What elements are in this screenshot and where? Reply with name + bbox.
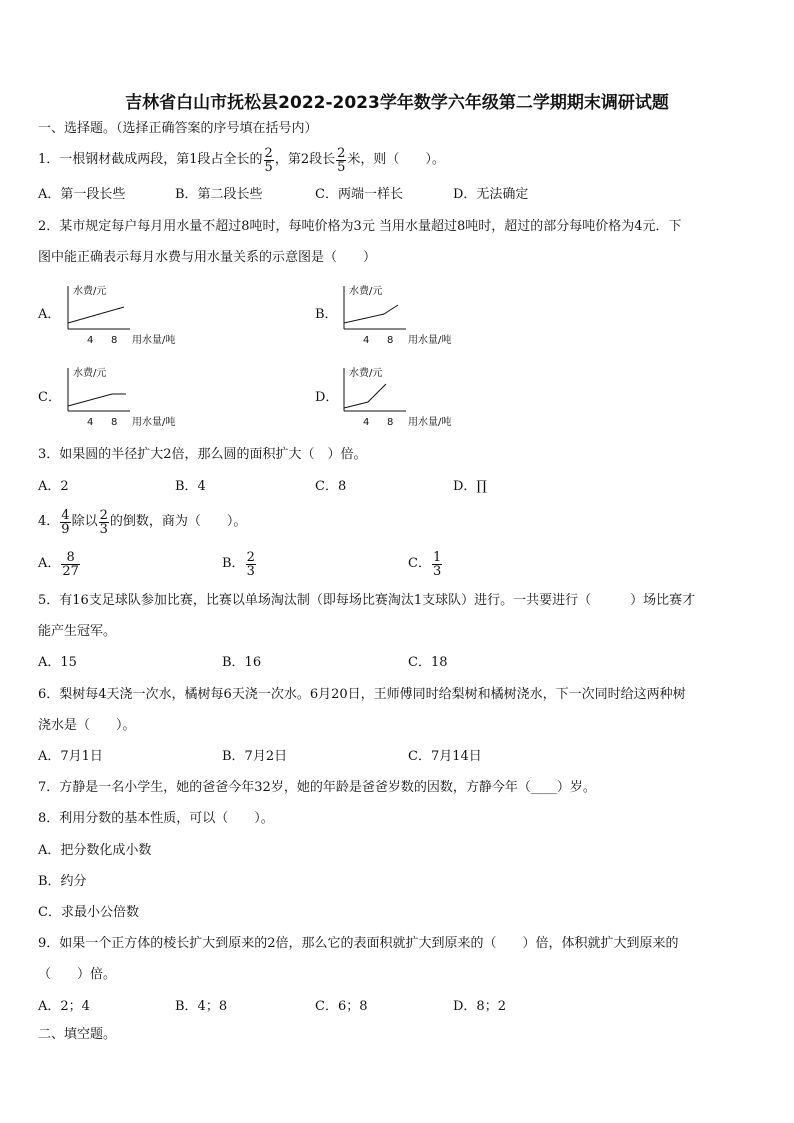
option-a[interactable]: A．15 xyxy=(38,655,77,670)
question-5-line2: 能产生冠军。 xyxy=(38,624,117,639)
option-c[interactable]: C．两端一样长 xyxy=(315,187,403,202)
section-heading-fill-in: 二、填空题。 xyxy=(38,1027,117,1042)
option-d[interactable]: D．无法确定 xyxy=(453,187,529,202)
option-c[interactable]: C．18 xyxy=(408,655,448,670)
question-7: 7．方静是一名小学生，她的爸爸今年32岁，她的年龄是爸爸岁数的因数，方静今年（____）岁。 xyxy=(38,780,596,795)
graph-a-tick-4: 4 xyxy=(87,335,94,346)
graph-option-d xyxy=(336,362,466,430)
graph-d-ylabel: 水费/元 xyxy=(349,368,383,379)
question-4-text-b: 除以 xyxy=(71,514,98,529)
fraction-2-3 xyxy=(99,509,109,536)
option-d[interactable]: D．∏ xyxy=(453,479,487,494)
question-2-line2: 图中能正确表示每月水费与用水量关系的示意图是（ ） xyxy=(38,250,377,265)
question-8: 8．利用分数的基本性质，可以（ ）。 xyxy=(38,811,274,826)
graph-option-c xyxy=(60,362,190,430)
option-c[interactable]: C．求最小公倍数 xyxy=(38,905,139,920)
graph-b-tick-8: 8 xyxy=(387,335,394,346)
option-b[interactable]: B．4；8 xyxy=(175,999,228,1014)
option-c-label[interactable]: C． xyxy=(38,390,61,405)
question-6-line1: 6．梨树每4天浇一次水，橘树每6天浇一次水。6月20日，王师傅同时给梨树和橘树浇水，下一次同时给这两种树 xyxy=(38,687,686,702)
page-title: 吉林省白山市抚松县2022-2023学年数学六年级第二学期期末调研试题 xyxy=(125,93,669,113)
option-label: C． xyxy=(408,556,431,571)
fraction-denominator: 5 xyxy=(337,159,346,175)
fraction-2-5-meters xyxy=(336,147,346,174)
option-b[interactable]: B．第二段长些 xyxy=(175,187,263,202)
graph-b-xlabel: 用水量/吨 xyxy=(408,335,452,346)
option-a[interactable]: A．把分数化成小数 xyxy=(38,843,152,858)
section-heading-choice: 一、选择题。（选择正确答案的序号填在括号内） xyxy=(38,121,318,136)
question-1 xyxy=(38,142,445,178)
fraction-numerator: 8 xyxy=(61,551,80,565)
option-label: B． xyxy=(222,556,245,571)
question-6-line2: 浇水是（ ）。 xyxy=(38,718,136,733)
option-b[interactable]: B．16 xyxy=(222,655,262,670)
option-a[interactable]: A．7月1日 xyxy=(38,749,103,764)
fraction-numerator: 2 xyxy=(264,145,273,161)
option-b[interactable] xyxy=(222,546,257,582)
fraction-denominator: 3 xyxy=(432,563,442,579)
graph-option-b xyxy=(336,280,466,348)
graph-b-tick-4: 4 xyxy=(363,335,370,346)
question-5-line1: 5．有16支足球队参加比赛，比赛以单场淘汰制（即每场比赛淘汰1支球队）进行。一共要进行（ ）场比赛才 xyxy=(38,593,696,608)
question-4 xyxy=(38,504,246,540)
option-c[interactable] xyxy=(408,546,443,582)
fraction-4-9 xyxy=(60,509,70,536)
option-b-label[interactable]: B． xyxy=(315,307,338,322)
fraction-2-3 xyxy=(246,551,256,578)
question-9-line1: 9．如果一个正方体的棱长扩大到原来的2倍，那么它的表面积就扩大到原来的（ ）倍，体积就扩大到原来的 xyxy=(38,936,679,951)
fraction-denominator: 9 xyxy=(61,521,70,537)
option-a-label[interactable]: A． xyxy=(38,307,61,322)
fraction-denominator: 5 xyxy=(264,159,273,175)
fraction-2-5 xyxy=(264,147,274,174)
graph-a-ylabel: 水费/元 xyxy=(73,286,107,297)
graph-c-tick-8: 8 xyxy=(111,417,118,428)
option-c[interactable]: C．8 xyxy=(315,479,347,494)
graph-c-xlabel: 用水量/吨 xyxy=(132,417,176,428)
question-1-text-a: 1．一根钢材截成两段，第1段占全长的 xyxy=(38,152,263,167)
question-9-line2: （ ）倍。 xyxy=(38,967,117,982)
fraction-numerator: 4 xyxy=(61,507,70,523)
fraction-numerator: 2 xyxy=(99,507,108,523)
fraction-numerator: 1 xyxy=(432,549,442,565)
fraction-numerator: 2 xyxy=(246,549,255,565)
fraction-denominator: 27 xyxy=(62,563,79,579)
fraction-1-3 xyxy=(432,551,442,578)
option-label: A． xyxy=(38,556,61,571)
option-b[interactable]: B．7月2日 xyxy=(222,749,288,764)
option-a[interactable]: A．2 xyxy=(38,479,69,494)
question-3: 3．如果圆的半径扩大2倍，那么圆的面积扩大（ ）倍。 xyxy=(38,447,367,462)
graph-c-ylabel: 水费/元 xyxy=(73,368,107,379)
option-d[interactable]: D．8；2 xyxy=(453,999,506,1014)
option-c[interactable]: C．6；8 xyxy=(315,999,368,1014)
option-a[interactable]: A．第一段长些 xyxy=(38,187,126,202)
option-c[interactable]: C．7月14日 xyxy=(408,749,482,764)
option-b[interactable]: B．约分 xyxy=(38,874,87,889)
graph-option-a xyxy=(60,280,190,348)
fraction-denominator: 3 xyxy=(246,563,255,579)
graph-a-xlabel: 用水量/吨 xyxy=(132,335,176,346)
graph-a-tick-8: 8 xyxy=(111,335,118,346)
option-a[interactable] xyxy=(38,546,81,582)
graph-d-xlabel: 用水量/吨 xyxy=(408,417,452,428)
graph-d-tick-4: 4 xyxy=(363,417,370,428)
question-4-number: 4． xyxy=(38,514,60,529)
fraction-denominator: 3 xyxy=(99,521,108,537)
question-2-line1: 2．某市规定每户每月用水量不超过8吨时，每吨价格为3元 当用水量超过8吨时，超过的部分每吨价格为4元．下 xyxy=(38,219,682,234)
fraction-numerator: 2 xyxy=(337,145,346,161)
graph-d-tick-8: 8 xyxy=(387,417,394,428)
question-1-text-b: ，第2段长 xyxy=(274,152,336,167)
question-4-text-c: 的倒数，商为（ ）。 xyxy=(109,514,247,529)
graph-c-tick-4: 4 xyxy=(87,417,94,428)
option-d-label[interactable]: D． xyxy=(315,390,339,405)
option-b[interactable]: B．4 xyxy=(175,479,206,494)
question-1-text-c: 米，则（ ）。 xyxy=(347,152,445,167)
option-a[interactable]: A．2；4 xyxy=(38,999,90,1014)
graph-b-ylabel: 水费/元 xyxy=(349,286,383,297)
fraction-8-27 xyxy=(61,551,80,578)
